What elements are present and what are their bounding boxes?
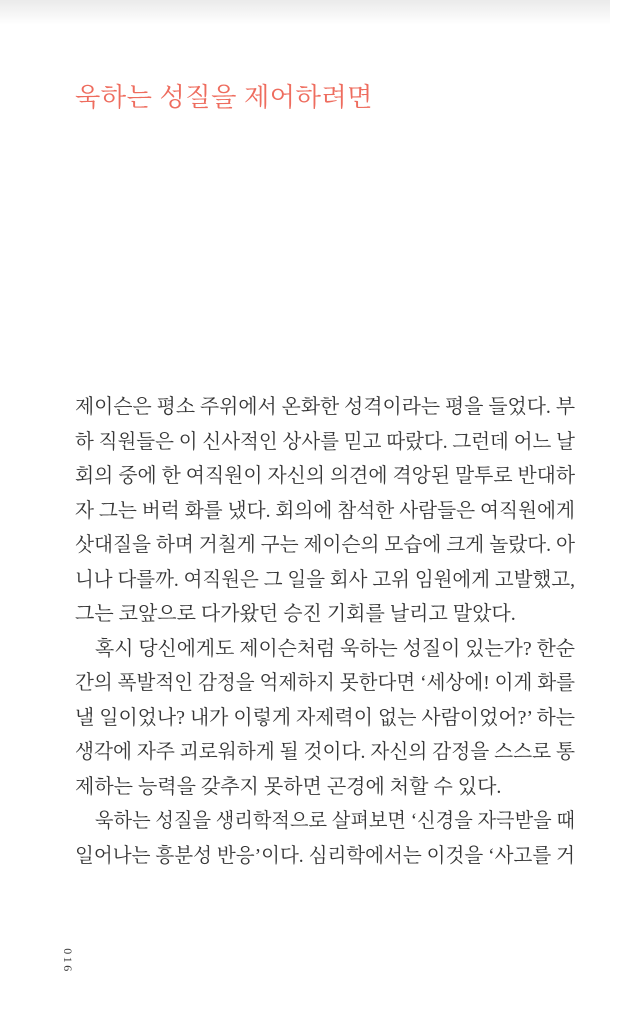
line-text: 니나 다를까. 여직원은 그 일을 회사 고위 임원에게 고발했고, (75, 568, 575, 591)
body-line (75, 701, 575, 736)
line-text: 간의 폭발적인 감정을 억제하지 못한다면 ‘세상에! 이게 화를 (75, 672, 575, 694)
line-text: 낼 일이었나? 내가 이렇게 자제력이 없는 사람이었어?’ 하는 (75, 706, 575, 729)
line-text: 자 그는 버럭 화를 냈다. 회의에 참석한 사람들은 여직원에게 (75, 499, 575, 522)
line-text: 일어나는 흥분성 반응’이다. 심리학에서는 이것을 ‘사고를 거 (75, 844, 575, 867)
line-text: 혹시 당신에게도 제이슨처럼 욱하는 성질이 있는가? 한순 (95, 637, 575, 660)
chapter-title (75, 82, 373, 114)
line-text: 삿대질을 하며 거칠게 구는 제이슨의 모습에 크게 놀랐다. 아 (75, 534, 575, 556)
body-line (75, 390, 575, 425)
body-line (75, 528, 575, 563)
scan-edge-shading (0, 0, 610, 26)
body-line (75, 666, 575, 701)
body-line (75, 735, 575, 770)
body-line (75, 770, 575, 805)
line-text: 제이슨은 평소 주위에서 온화한 성격이라는 평을 들었다. 부 (75, 396, 575, 418)
body-line (75, 804, 575, 839)
page-number: 016 (61, 948, 75, 974)
body-line (75, 839, 575, 874)
body-line (75, 563, 575, 598)
body-line (75, 425, 575, 460)
body-line (75, 494, 575, 529)
body-line (75, 597, 575, 632)
body-line (75, 632, 575, 667)
line-text: 하 직원들은 이 신사적인 상사를 믿고 따랐다. 그런데 어느 날 (75, 430, 575, 453)
body-text-block (75, 390, 575, 873)
line-text: 제하는 능력을 갖추지 못하면 곤경에 처할 수 있다. (75, 775, 502, 798)
line-text: 생각에 자주 괴로워하게 될 것이다. 자신의 감정을 스스로 통 (75, 741, 575, 763)
body-line (75, 459, 575, 494)
line-text: 욱하는 성질을 생리학적으로 살펴보면 ‘신경을 자극받을 때 (95, 810, 575, 832)
chapter-title-text: 욱하는 성질을 제어하려면 (75, 83, 373, 112)
line-text: 회의 중에 한 여직원이 자신의 의견에 격앙된 말투로 반대하 (75, 465, 575, 487)
line-text: 그는 코앞으로 다가왔던 승진 기회를 날리고 말았다. (75, 603, 516, 625)
